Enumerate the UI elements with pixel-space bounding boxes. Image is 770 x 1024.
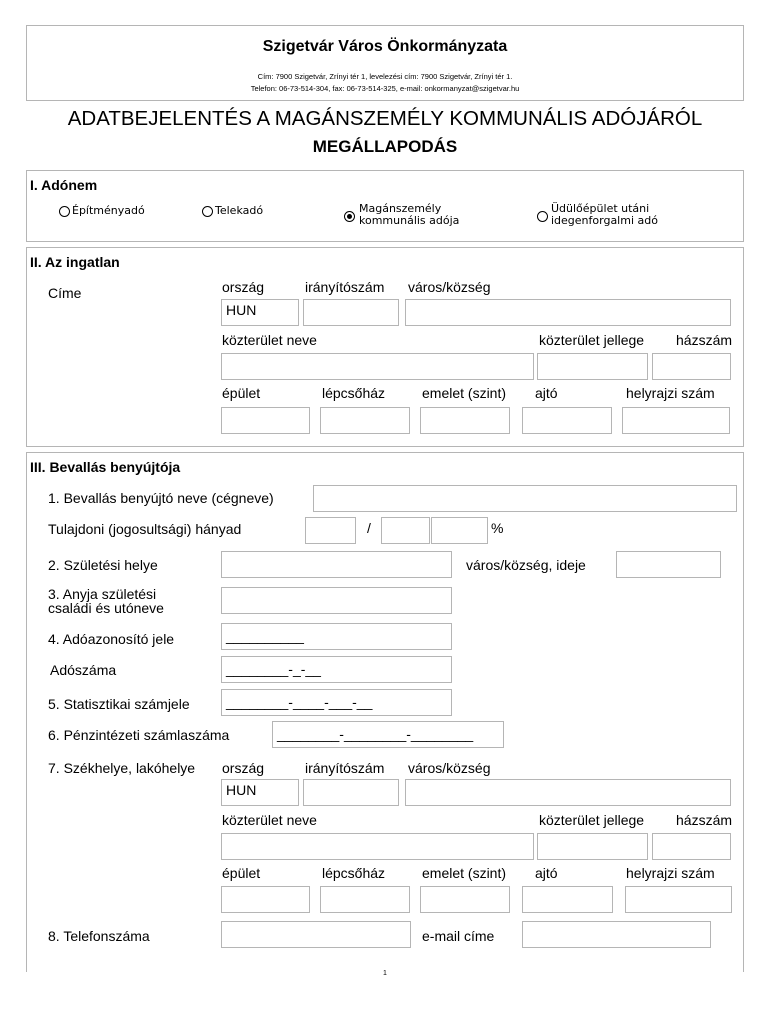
bank-account-field[interactable]: ________-________-________ xyxy=(272,721,504,748)
statistical-code-field[interactable]: ________-____-___-__ xyxy=(221,689,452,716)
ownership-share-numerator-field[interactable] xyxy=(305,517,356,544)
page-number: 1 xyxy=(383,970,387,977)
radio-epitmenyado-label: Építményadó xyxy=(72,204,145,217)
ownership-share-percent-sign: % xyxy=(491,520,504,536)
birth-date-field[interactable] xyxy=(616,551,721,578)
organization-address: Cím: 7900 Szigetvár, Zrínyi tér 1, levelezési cím: 7900 Szigetvár, Zrínyi tér 1. xyxy=(257,72,513,81)
property-parcel-number-label: helyrajzi szám xyxy=(626,385,715,401)
email-field[interactable] xyxy=(522,921,711,948)
form-title: ADATBEJELENTÉS A MAGÁNSZEMÉLY KOMMUNÁLIS ADÓJÁRÓL xyxy=(67,107,703,130)
radio-kommunalis-ado-label: Magánszemély xyxy=(359,202,442,215)
radio-telekado-label: Telekadó xyxy=(215,204,264,217)
tax-number-field[interactable]: ________-_-__ xyxy=(221,656,452,683)
residence-staircase-field[interactable] xyxy=(320,886,410,913)
property-street-label: közterület neve xyxy=(222,332,317,348)
residence-floor-label: emelet (szint) xyxy=(422,865,507,881)
bank-account-label: 6. Pénzintézeti számlaszáma xyxy=(48,727,230,743)
residence-parcel-number-field[interactable] xyxy=(625,886,732,913)
residence-building-field[interactable] xyxy=(221,886,310,913)
residence-street-field[interactable] xyxy=(221,833,534,860)
property-floor-label: emelet (szint) xyxy=(422,385,507,401)
property-door-label: ajtó xyxy=(535,385,558,401)
residence-postcode-label: irányítószám xyxy=(305,760,385,776)
property-staircase-field[interactable] xyxy=(320,407,410,434)
residence-street-type-label: közterület jellege xyxy=(539,812,645,828)
property-city-label: város/község xyxy=(408,279,491,295)
residence-city-field[interactable] xyxy=(405,779,731,806)
section-filer-heading: III. Bevallás benyújtója xyxy=(30,459,181,475)
property-building-field[interactable] xyxy=(221,407,310,434)
property-building-label: épület xyxy=(222,385,261,401)
radio-idegenforgalmi-ado[interactable] xyxy=(537,211,548,222)
mother-name-label-line2: családi és utóneve xyxy=(48,600,164,616)
phone-label: 8. Telefonszáma xyxy=(48,928,150,944)
radio-kommunalis-ado[interactable] xyxy=(344,211,355,222)
property-house-number-field[interactable] xyxy=(652,353,731,380)
residence-street-label: közterület neve xyxy=(222,812,317,828)
residence-city-label: város/község xyxy=(408,760,491,776)
ownership-share-slash: / xyxy=(367,520,371,536)
residence-house-number-field[interactable] xyxy=(652,833,731,860)
residence-building-label: épület xyxy=(222,865,261,881)
property-country-label: ország xyxy=(222,279,265,295)
birth-date-label: város/község, ideje xyxy=(466,557,586,573)
radio-kommunalis-ado-label-line2: kommunális adója xyxy=(359,214,460,227)
property-city-field[interactable] xyxy=(405,299,731,326)
statistical-code-label: 5. Statisztikai számjele xyxy=(48,696,190,712)
tax-id-label: 4. Adóazonosító jele xyxy=(48,631,175,647)
residence-street-type-field[interactable] xyxy=(537,833,648,860)
organization-name: Szigetvár Város Önkormányzata xyxy=(262,38,508,55)
form-subtitle: MEGÁLLAPODÁS xyxy=(312,137,458,156)
residence-country-label: ország xyxy=(222,760,265,776)
ownership-share-denominator-field[interactable] xyxy=(381,517,430,544)
tax-id-field[interactable]: __________ xyxy=(221,623,452,650)
radio-epitmenyado[interactable] xyxy=(59,206,70,217)
radio-telekado[interactable] xyxy=(202,206,213,217)
residence-floor-field[interactable] xyxy=(420,886,510,913)
property-floor-field[interactable] xyxy=(420,407,510,434)
ownership-share-percent-field[interactable] xyxy=(431,517,488,544)
filer-name-field[interactable] xyxy=(313,485,737,512)
organization-contact: Telefon: 06-73-514-304, fax: 06-73-514-325, e-mail: onkormanyzat@szigetvar.hu xyxy=(250,84,520,93)
birth-place-label: 2. Születési helye xyxy=(48,557,158,573)
residence-door-label: ajtó xyxy=(535,865,558,881)
property-street-field[interactable] xyxy=(221,353,534,380)
radio-idegenforgalmi-ado-label-line2: idegenforgalmi adó xyxy=(551,214,658,227)
mother-name-label-line1: 3. Anyja születési xyxy=(48,586,157,602)
residence-postcode-field[interactable] xyxy=(303,779,399,806)
property-staircase-label: lépcsőház xyxy=(322,385,386,401)
birth-place-field[interactable] xyxy=(221,551,452,578)
tax-number-label: Adószáma xyxy=(50,662,117,678)
residence-door-field[interactable] xyxy=(522,886,613,913)
property-postcode-field[interactable] xyxy=(303,299,399,326)
property-country-field[interactable]: HUN xyxy=(221,299,299,326)
section-property-heading: II. Az ingatlan xyxy=(30,254,120,270)
property-door-field[interactable] xyxy=(522,407,612,434)
residence-staircase-label: lépcsőház xyxy=(322,865,386,881)
section-tax-type-heading: I. Adónem xyxy=(30,177,98,193)
residence-parcel-number-label: helyrajzi szám xyxy=(626,865,715,881)
filer-name-label: 1. Bevallás benyújtó neve (cégneve) xyxy=(48,490,274,506)
property-street-type-label: közterület jellege xyxy=(539,332,645,348)
property-parcel-number-field[interactable] xyxy=(622,407,730,434)
residence-label: 7. Székhelye, lakóhelye xyxy=(48,760,196,776)
property-house-number-label: házszám xyxy=(676,332,733,348)
residence-country-field[interactable]: HUN xyxy=(221,779,299,806)
phone-field[interactable] xyxy=(221,921,411,948)
residence-house-number-label: házszám xyxy=(676,812,733,828)
mother-name-field[interactable] xyxy=(221,587,452,614)
radio-idegenforgalmi-ado-label: Üdülőépület utáni xyxy=(551,202,650,215)
ownership-share-label: Tulajdoni (jogosultsági) hányad xyxy=(48,521,242,537)
email-label: e-mail címe xyxy=(422,928,495,944)
property-street-type-field[interactable] xyxy=(537,353,648,380)
property-address-label: Címe xyxy=(48,285,82,301)
property-postcode-label: irányítószám xyxy=(305,279,385,295)
